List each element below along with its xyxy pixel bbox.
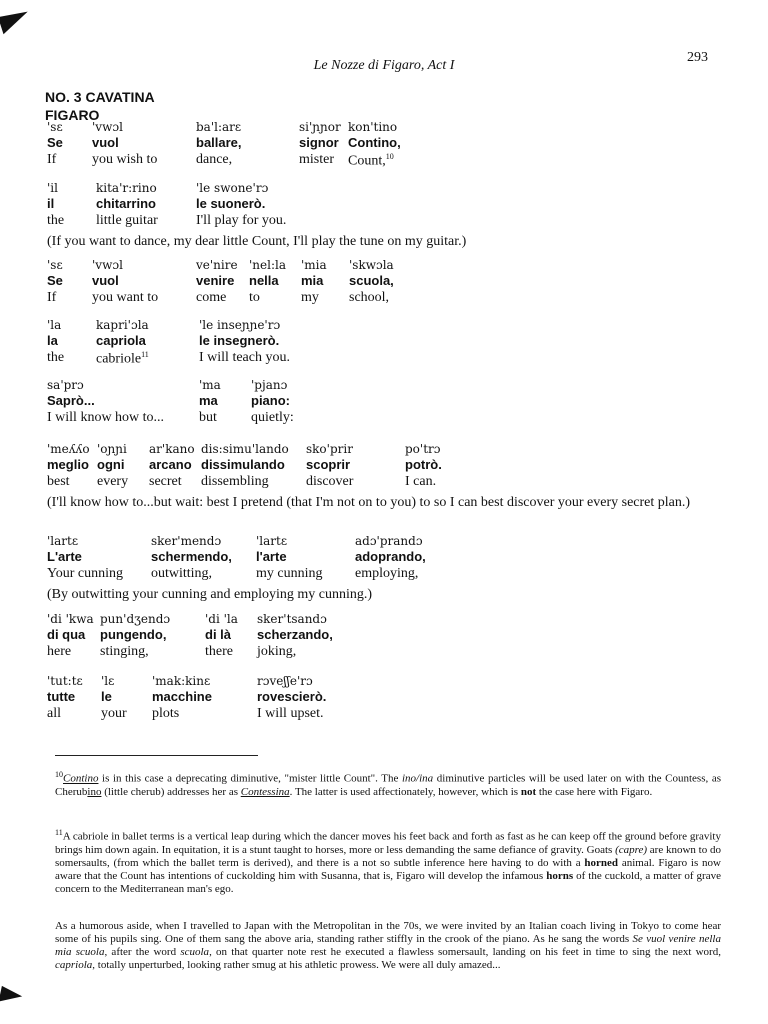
italian-word: piano: xyxy=(251,393,290,408)
ipa-word: 'lartɛ xyxy=(47,534,79,548)
ipa-word: rɔveʃʃe'rɔ xyxy=(257,674,313,688)
footnote-text: , totally unperturbed, looking rather smug at his athletic prowess. We were all duly amazed... xyxy=(92,959,501,971)
footnote-10 xyxy=(55,768,721,799)
english-word: I will teach you. xyxy=(199,350,290,365)
footnote-ref: 10 xyxy=(385,152,394,161)
ipa-word: 'vwɔl xyxy=(92,120,123,134)
footnote-text: . The latter is used affectionately, however, which is xyxy=(289,785,521,798)
italian-line xyxy=(47,549,727,566)
italian-line xyxy=(47,273,727,290)
italian-word: L'arte xyxy=(47,549,82,564)
ipa-word: 'ma xyxy=(199,378,221,392)
ipa-word: 'le inseɲɲe'rɔ xyxy=(199,318,281,332)
translation-line: (If you want to dance, my dear little Count, I'll play the tune on my guitar.) xyxy=(47,234,467,249)
italian-word: scoprir xyxy=(306,457,351,472)
ipa-word: 'la xyxy=(47,318,62,332)
translation-line: (By outwitting your cunning and employing my cunning.) xyxy=(47,587,373,602)
ipa-line xyxy=(47,612,727,627)
footnote-emphasis: horns xyxy=(546,869,574,882)
footnote-ref: 11 xyxy=(141,350,149,359)
ipa-word: po'trɔ xyxy=(405,442,441,456)
english-word: little guitar xyxy=(96,213,158,228)
ipa-word: 'di 'kwa xyxy=(47,612,94,626)
footnote-text: diminutive particles will be used later on with the Countess, as Cherub xyxy=(55,772,721,798)
footnote-text: are known to do somersaults, (from which the ballet term is derived), and there is a not so subtle inference here having to do with a xyxy=(55,843,721,869)
italian-word: chitarrino xyxy=(96,196,156,211)
ipa-word: 'sɛ xyxy=(47,258,63,272)
italian-line xyxy=(47,689,727,706)
ipa-word: sker'tsandɔ xyxy=(257,612,327,626)
italian-word: la xyxy=(47,333,58,348)
italian-word: Se xyxy=(47,273,63,288)
footnote-text: As a humorous aside, when I travelled to Japan with the Metropolitan in the 70s, we were invited by an Italian coach living in Tokyo to come hear some of his pupils sing. One of them sang the above aria, standing rather stiffly in the crook of the piano. As he sang the words xyxy=(55,920,721,945)
english-word: I will upset. xyxy=(257,706,324,721)
italian-word: le xyxy=(101,689,112,704)
english-word: to xyxy=(249,290,260,305)
footnote-mark: 10 xyxy=(55,770,63,779)
stanza xyxy=(47,674,727,723)
footnote-term: Se vuol venire nella mia scuola xyxy=(55,933,721,958)
english-word: the xyxy=(47,213,65,228)
footnote-term: Contino xyxy=(63,772,99,785)
footnote-term: ino/ina xyxy=(402,772,434,785)
italian-word: l'arte xyxy=(256,549,287,564)
ipa-word: 'di 'la xyxy=(205,612,238,626)
ipa-word: kapri'ɔla xyxy=(96,318,149,332)
footnote-term: (capre) xyxy=(615,843,648,856)
english-line xyxy=(47,566,727,583)
italian-word: le insegnerò. xyxy=(199,333,280,348)
ipa-word: 'il xyxy=(47,181,58,195)
italian-word: rovescierò. xyxy=(257,689,327,704)
stanza xyxy=(47,378,727,427)
ipa-word: kita'r:rino xyxy=(96,181,157,195)
english-word: outwitting, xyxy=(151,566,213,581)
english-line xyxy=(47,644,727,661)
english-word: dissembling xyxy=(201,474,269,489)
ipa-word: 'vwɔl xyxy=(92,258,123,272)
aria-number: NO. 3 CAVATINA xyxy=(45,89,155,105)
character-name: FIGARO xyxy=(45,107,100,123)
ipa-word: 'oɲɲi xyxy=(97,442,127,456)
italian-word: macchine xyxy=(152,689,212,704)
italian-word: di qua xyxy=(47,627,86,642)
english-word: your xyxy=(101,706,127,721)
italian-word: le suonerò. xyxy=(196,196,266,211)
english-line xyxy=(47,410,727,427)
footnote-text: , on that quarter note rest he executed a flawless somersault, landing on his feet in time to sing the next word, xyxy=(209,946,721,958)
ipa-line xyxy=(47,674,727,689)
footnote-mark: 11 xyxy=(55,828,63,837)
ipa-word: ba'l:arɛ xyxy=(196,120,242,134)
footnote-text: (little cherub) addresses her as xyxy=(101,785,241,798)
english-word: If xyxy=(47,290,57,305)
english-word: you want to xyxy=(92,290,159,305)
english-word: my xyxy=(301,290,319,305)
ipa-line xyxy=(47,442,727,457)
scan-corner-mark-top xyxy=(0,8,32,34)
stanza xyxy=(47,258,727,307)
italian-word: capriola xyxy=(96,333,146,348)
english-word: plots xyxy=(152,706,180,721)
ipa-line xyxy=(47,378,727,393)
english-word: joking, xyxy=(257,644,297,659)
english-word: there xyxy=(205,644,233,659)
italian-line xyxy=(47,333,727,350)
scan-corner-mark-bottom xyxy=(0,986,23,1006)
english-word: Your cunning xyxy=(47,566,123,581)
footnote-text: A cabriole in ballet terms is a vertical leap during which the dancer moves his feet back and forth as fast as he can keep off the ground before gravity brings him down again. In equitation, it is a stunt taught to horses, more or less demanding the same defiance of gravity. Goats xyxy=(55,830,721,856)
english-word: I can. xyxy=(405,474,437,489)
english-word-text: cabriole xyxy=(96,351,142,367)
page-number: 293 xyxy=(687,50,708,65)
footnote-11 xyxy=(55,826,721,896)
ipa-line xyxy=(47,120,727,135)
italian-word: schermendo, xyxy=(151,549,232,564)
italian-line xyxy=(47,457,727,474)
english-word: all xyxy=(47,706,61,721)
italian-word: scherzando, xyxy=(257,627,333,642)
ipa-word: adɔ'prandɔ xyxy=(355,534,423,548)
italian-word: ma xyxy=(199,393,218,408)
english-word: If xyxy=(47,152,57,167)
footnote-text: the case here with Figaro. xyxy=(536,785,653,798)
italian-word: potrò. xyxy=(405,457,442,472)
italian-word: adoprando, xyxy=(355,549,426,564)
english-word: I will know how to... xyxy=(47,410,165,425)
running-title: Le Nozze di Figaro, Act I xyxy=(313,58,455,73)
english-word: dance, xyxy=(196,152,233,167)
footnote-term: capriola xyxy=(55,959,93,971)
aria-heading xyxy=(45,88,155,124)
italian-line xyxy=(47,135,727,152)
stanza xyxy=(47,612,727,661)
stanza xyxy=(47,120,727,169)
ipa-word: 'lartɛ xyxy=(256,534,288,548)
english-word: but xyxy=(199,410,217,425)
italian-word: arcano xyxy=(149,457,192,472)
ipa-word: 'meʎʎo xyxy=(47,442,90,456)
translation-line: (I'll know how to...but wait: best I pretend (that I'm not on to you) to so I can best discover your every secret plan.) xyxy=(47,495,691,510)
italian-word: Se xyxy=(47,135,63,150)
italian-word: nella xyxy=(249,273,279,288)
english-word: school, xyxy=(349,290,390,305)
english-line xyxy=(47,152,727,169)
stanza xyxy=(47,442,727,512)
english-word: you wish to xyxy=(92,152,158,167)
ipa-word: 'skwɔla xyxy=(349,258,394,272)
italian-word: Contino, xyxy=(348,135,401,150)
stanza xyxy=(47,181,727,251)
ipa-word: 'lɛ xyxy=(101,674,115,688)
footnote-text: , after the word xyxy=(104,946,181,958)
english-line xyxy=(47,213,727,230)
italian-word: signor xyxy=(299,135,339,150)
footnote-text: is in this case a deprecating diminutive, "mister little Count". The xyxy=(98,772,402,785)
italian-word: dissimulando xyxy=(201,457,285,472)
ipa-line xyxy=(47,181,727,196)
english-word-text: Count, xyxy=(348,153,386,169)
footnote-text: animal. Figaro is now aware that the Count has intentions of cuckolding him with Susanna, that is, Figaro will develop the infamous xyxy=(55,856,721,882)
english-line xyxy=(47,474,727,491)
italian-word: di là xyxy=(205,627,232,642)
english-word: discover xyxy=(306,474,354,489)
footnote-term: Contessina xyxy=(240,785,290,798)
ipa-word: dis:simu'lando xyxy=(201,442,289,456)
english-word xyxy=(96,350,149,368)
english-word: stinging, xyxy=(100,644,149,659)
footnote-emphasis: not xyxy=(520,785,537,798)
footnote-term: scuola xyxy=(180,946,210,958)
footnote-emphasis: horned xyxy=(584,856,619,869)
italian-line xyxy=(47,196,727,213)
ipa-word: 'pjanɔ xyxy=(251,378,288,392)
stanza xyxy=(47,318,727,367)
italian-word: Saprò... xyxy=(47,393,95,408)
ipa-word: 'mak:kinɛ xyxy=(152,674,211,688)
italian-word: vuol xyxy=(92,135,119,150)
italian-word: pungendo, xyxy=(100,627,167,642)
stanza xyxy=(47,534,727,604)
english-word: come xyxy=(196,290,227,305)
ipa-line xyxy=(47,258,727,273)
english-word: best xyxy=(47,474,70,489)
english-word xyxy=(348,152,394,170)
english-line xyxy=(47,290,727,307)
english-word: my cunning xyxy=(256,566,323,581)
italian-word: meglio xyxy=(47,457,89,472)
ipa-word: si'ɲɲor xyxy=(299,120,341,134)
english-line xyxy=(47,706,727,723)
italian-word: ballare, xyxy=(196,135,242,150)
ipa-word: 'nel:la xyxy=(249,258,287,272)
ipa-word: 'le swone'rɔ xyxy=(196,181,269,195)
ipa-line xyxy=(47,318,727,333)
italian-word: ogni xyxy=(97,457,125,472)
english-word: I'll play for you. xyxy=(196,213,287,228)
ipa-word: ve'nire xyxy=(196,258,238,272)
english-word: secret xyxy=(149,474,182,489)
ipa-word: 'tut:tɛ xyxy=(47,674,83,688)
english-word: the xyxy=(47,350,65,365)
english-line xyxy=(47,350,727,367)
ipa-word: sko'prir xyxy=(306,442,353,456)
italian-word: scuola, xyxy=(349,273,394,288)
italian-word: il xyxy=(47,196,55,211)
ipa-word: ar'kano xyxy=(149,442,195,456)
italian-word: tutte xyxy=(47,689,76,704)
ipa-word: kon'tino xyxy=(348,120,398,134)
ipa-word: 'sɛ xyxy=(47,120,63,134)
italian-word: vuol xyxy=(92,273,119,288)
ipa-word: 'mia xyxy=(301,258,327,272)
ipa-word: pun'dʒendɔ xyxy=(100,612,171,626)
footnote-separator xyxy=(55,755,258,756)
english-word: every xyxy=(97,474,129,489)
footnote-term: ino xyxy=(87,785,102,798)
english-word: quietly: xyxy=(251,410,294,425)
ipa-word: sker'mendɔ xyxy=(151,534,222,548)
ipa-word: sa'prɔ xyxy=(47,378,84,392)
english-word: employing, xyxy=(355,566,419,581)
english-word: here xyxy=(47,644,72,659)
english-word: mister xyxy=(299,152,334,167)
footnote-aside xyxy=(55,920,721,972)
italian-word: venire xyxy=(196,273,235,288)
italian-line xyxy=(47,393,727,410)
italian-word: mia xyxy=(301,273,324,288)
italian-line xyxy=(47,627,727,644)
footnote-text: of the cuckold, a matter of grave concern to the Mediterranean man's ego. xyxy=(55,869,721,895)
ipa-line xyxy=(47,534,727,549)
